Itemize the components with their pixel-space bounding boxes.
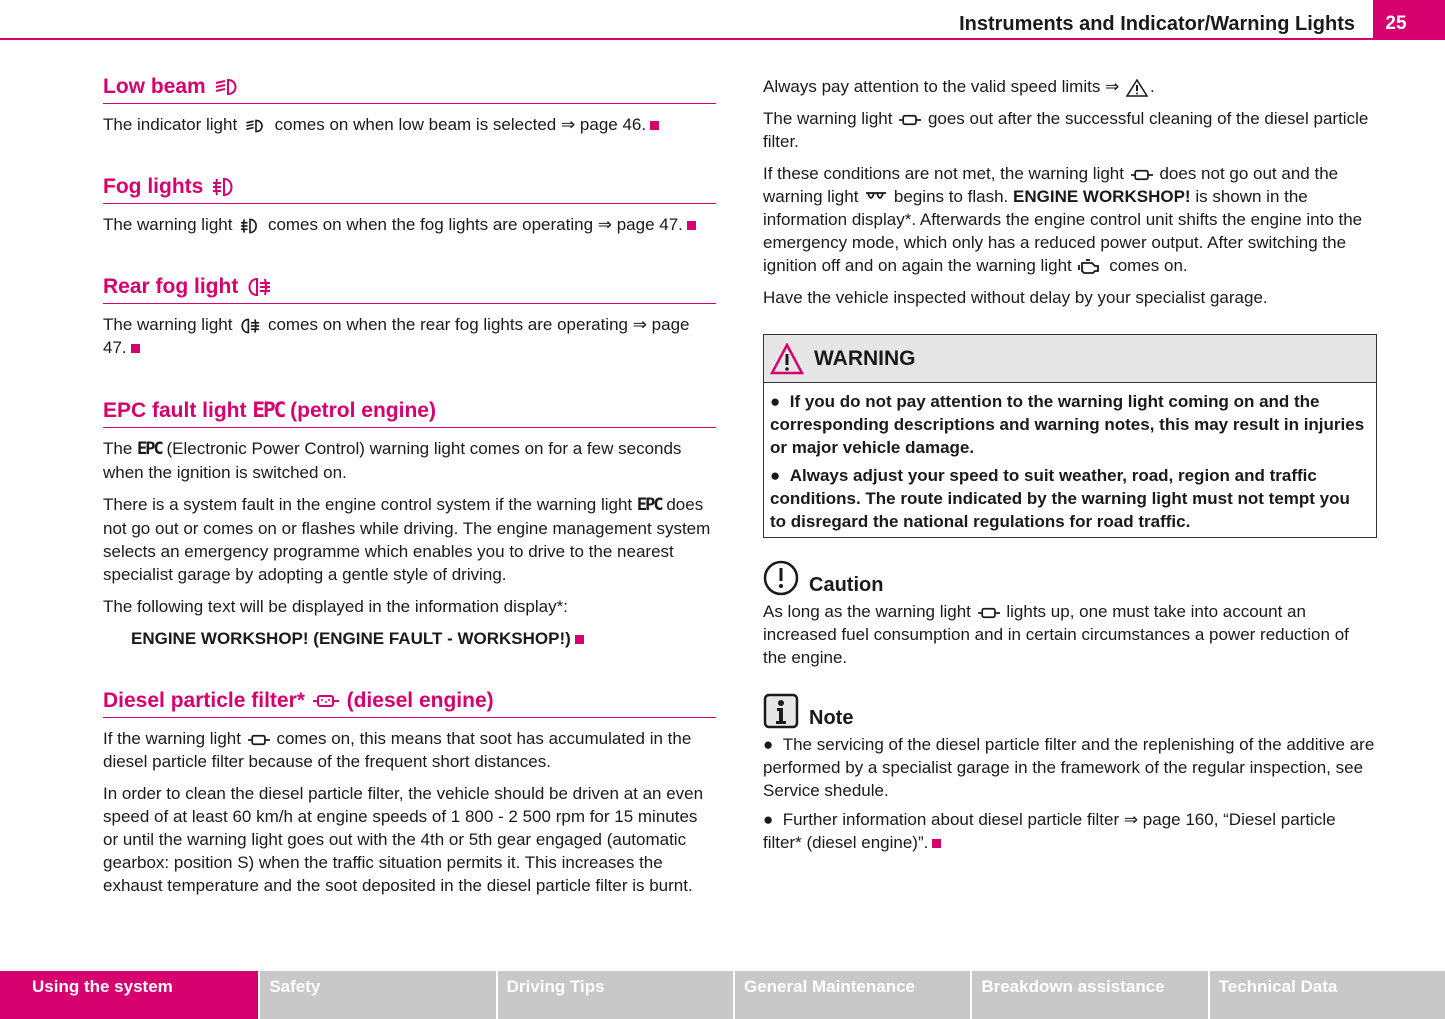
- page-title: Instruments and Indicator/Warning Lights: [959, 13, 1355, 35]
- epc-text-2: There is a system fault in the engine control system if the warning light EPC does not go out or comes on or flashes while driving. The engine management system selects an emergency programme which enables you to drive to the nearest specialist garage by adopting a gentle style of driving.: [103, 495, 711, 584]
- warning-title: WARNING: [814, 346, 916, 370]
- warning-triangle-icon: [770, 343, 804, 375]
- caution-title: Caution: [809, 574, 884, 596]
- tab-driving-tips[interactable]: Driving Tips: [498, 971, 733, 1019]
- fog-lights-text: The warning light comes on when the fog lights are operating ⇒ page 47.: [103, 213, 716, 236]
- warning-item: ● Always adjust your speed to suit weather, road, region and traffic conditions. The route indicated by the warning light must not tempt you to disregard the national regulations for road traffic.: [770, 466, 1350, 531]
- end-mark: [131, 344, 140, 353]
- rear-fog-light-text: The warning light comes on when the rear fog lights are operating ⇒ page 47.: [103, 315, 690, 357]
- caution-header: [763, 560, 1377, 596]
- rear-fog-light-icon: [239, 317, 261, 335]
- page-header: [0, 0, 1445, 41]
- dpf-clean-text: The warning light goes out after the successful cleaning of the diesel particle filter.: [763, 109, 1369, 151]
- end-mark: [575, 635, 584, 644]
- end-mark: [687, 221, 696, 230]
- tab-using-the-system[interactable]: Using the system: [0, 971, 258, 1019]
- left-column: [103, 72, 716, 897]
- epc-display-text: ENGINE WORKSHOP! (ENGINE FAULT - WORKSHOP!): [103, 627, 716, 650]
- epc-icon: EPC: [137, 439, 162, 459]
- header-rule: [0, 38, 1445, 40]
- note-item: ● Further information about diesel particle filter ⇒ page 160, “Diesel particle filter* (diesel engine)”.: [763, 810, 1336, 852]
- note-header: [763, 693, 1377, 729]
- warning-triangle-icon: [1126, 79, 1148, 97]
- low-beam-icon: [214, 77, 242, 97]
- section-heading-dpf: Diesel particle filter* (diesel engine): [103, 686, 716, 718]
- section-heading-epc: EPC fault light EPC (petrol engine): [103, 395, 716, 428]
- fog-light-icon: [239, 217, 261, 235]
- epc-icon: EPC: [636, 495, 662, 515]
- end-mark: [932, 839, 941, 848]
- section-heading-rear-fog-light: Rear fog light: [103, 272, 716, 304]
- epc-text-1: The EPC (Electronic Power Control) warning light comes on for a few seconds when the ignition is switched on.: [103, 439, 682, 482]
- diesel-particle-filter-icon: [313, 693, 339, 709]
- warning-header: [764, 335, 1376, 383]
- diesel-particle-filter-icon: [248, 733, 270, 747]
- caution-text: As long as the warning light lights up, one must take into account an increased fuel consumption and in certain circumstances a power reduction of the engine.: [763, 602, 1349, 667]
- info-icon: [763, 693, 799, 729]
- diesel-particle-filter-icon: [1131, 168, 1153, 182]
- tab-general-maintenance[interactable]: General Maintenance: [735, 971, 970, 1019]
- tab-technical-data[interactable]: Technical Data: [1210, 971, 1445, 1019]
- conditions-text: If these conditions are not met, the warning light does not go out and the warning light begins to flash. ENGINE WORKSHOP! is shown in the information display*. Afterwards the engine control unit shifts the engine into the emergency mode, which only has a reduced power output. After switching the ignition off and on again the warning light comes on.: [763, 164, 1363, 275]
- section-heading-low-beam: Low beam: [103, 72, 716, 104]
- inspection-text: Have the vehicle inspected without delay by your specialist garage.: [763, 288, 1268, 307]
- epc-icon: EPC: [252, 398, 285, 422]
- glow-plug-icon: [865, 191, 887, 205]
- footer-nav: [0, 971, 1445, 1019]
- rear-fog-light-icon: [246, 276, 272, 298]
- diesel-particle-filter-icon: [978, 606, 1000, 620]
- note-title: Note: [809, 707, 854, 729]
- speed-limit-text: Always pay attention to the valid speed limits ⇒ .: [763, 77, 1155, 96]
- note-item: ● The servicing of the diesel particle filter and the replenishing of the additive are performed by a specialist garage in the framework of the regular inspection, see Service shedule.: [763, 735, 1375, 800]
- section-heading-fog-lights: Fog lights: [103, 172, 716, 204]
- dpf-text-2: In order to clean the diesel particle filter, the vehicle should be driven at an even speed of at least 60 km/h at engine speeds of 1 800 - 2 500 rpm for 15 minutes or until the warning light goes out with the 4th or 5th gear engaged (automatic gearbox: position S) when the traffic situation permits it. This increases the exhaust temperature and the soot deposited in the diesel particle filter is burnt.: [103, 784, 704, 895]
- epc-text-3: The following text will be displayed in the information display*:: [103, 597, 568, 616]
- end-mark: [650, 121, 659, 130]
- caution-icon: [763, 560, 799, 596]
- dpf-text-1: If the warning light comes on, this means that soot has accumulated in the diesel particle filter because of the frequent short distances.: [103, 729, 692, 771]
- right-column: [763, 66, 1377, 854]
- page-number: 25: [1373, 0, 1445, 40]
- engine-icon: [1078, 259, 1102, 275]
- low-beam-text: The indicator light comes on when low beam is selected ⇒ page 46.: [103, 113, 716, 136]
- tab-breakdown-assistance[interactable]: Breakdown assistance: [972, 971, 1207, 1019]
- low-beam-icon: [244, 118, 268, 134]
- tab-safety[interactable]: Safety: [260, 971, 495, 1019]
- warning-body: [764, 383, 1376, 537]
- warning-item: ● If you do not pay attention to the warning light coming on and the corresponding descriptions and warning notes, this may result in injuries or major vehicle damage.: [770, 392, 1365, 457]
- diesel-particle-filter-icon: [899, 113, 921, 127]
- fog-light-icon: [211, 176, 237, 198]
- warning-box: [763, 334, 1377, 538]
